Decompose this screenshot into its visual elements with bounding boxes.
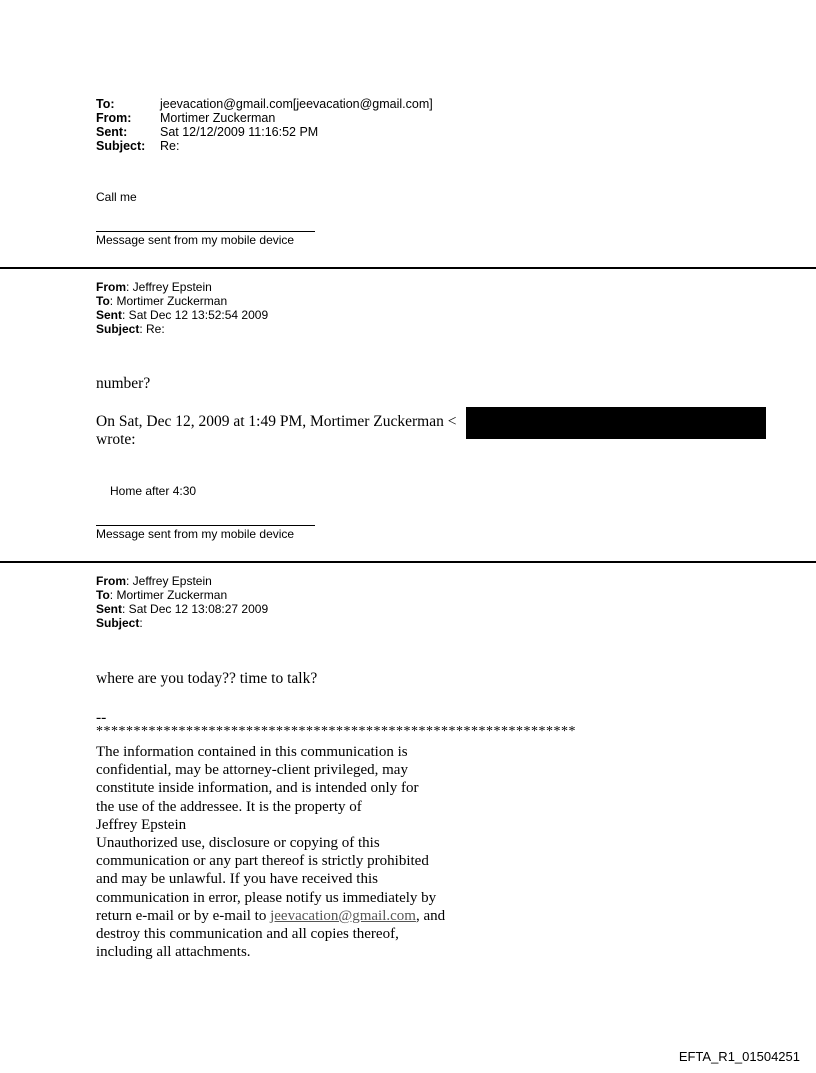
to-label: To xyxy=(96,588,110,602)
to-value: : Mortimer Zuckerman xyxy=(109,294,228,308)
subject-label: Subject: xyxy=(96,139,146,153)
disclaimer-line: the use of the addressee. It is the property of xyxy=(96,798,362,815)
email-link[interactable]: jeevacation@gmail.com xyxy=(270,907,416,924)
disclaimer-line: destroy this communication and all copies thereof, xyxy=(96,926,399,943)
signature-dashes: -- xyxy=(96,709,107,726)
disclaimer-line xyxy=(96,907,516,925)
disclaimer-line: and may be unlawful. If you have received this xyxy=(96,871,378,888)
sent-value: : Sat Dec 12 13:52:54 2009 xyxy=(122,308,269,322)
subject-label: Subject xyxy=(96,616,140,630)
to-label: To: xyxy=(96,97,115,111)
subject-value: Re: xyxy=(160,139,180,153)
message-separator xyxy=(0,267,816,269)
to-value: jeevacation@gmail.com[jeevacation@gmail.com] xyxy=(160,97,433,111)
sent-value: Sat 12/12/2009 11:16:52 PM xyxy=(160,125,319,139)
quote-attribution: On Sat, Dec 12, 2009 at 1:49 PM, Mortimer Zuckerman < xyxy=(96,413,457,430)
message-separator xyxy=(0,561,816,563)
disclaimer-line: Unauthorized use, disclosure or copying of this xyxy=(96,835,380,852)
bates-number: EFTA_R1_01504251 xyxy=(678,1049,800,1064)
disclaimer-line: confidential, may be attorney-client privileged, may xyxy=(96,762,408,779)
from-label: From xyxy=(96,574,126,588)
sent-label: Sent xyxy=(96,602,123,616)
email3-body: where are you today?? time to talk? xyxy=(96,670,318,687)
email1-header xyxy=(96,97,433,153)
confidentiality-disclaimer xyxy=(96,743,516,961)
email2-body: number? xyxy=(96,375,151,392)
from-value: Mortimer Zuckerman xyxy=(160,111,276,125)
disclaimer-text: return e-mail or by e-mail to xyxy=(96,907,271,924)
email1-signature: Message sent from my mobile device xyxy=(96,233,295,247)
email3-header xyxy=(96,574,268,630)
email2-header xyxy=(96,280,268,336)
email1-body: Call me xyxy=(96,190,137,204)
from-value: : Jeffrey Epstein xyxy=(126,280,212,294)
disclaimer-line: constitute inside information, and is intended only for xyxy=(96,780,419,797)
sent-label: Sent: xyxy=(96,125,128,139)
disclaimer-line: communication or any part thereof is strictly prohibited xyxy=(96,853,429,870)
disclaimer-line: Jeffrey Epstein xyxy=(96,816,187,833)
to-label: To xyxy=(96,294,110,308)
to-value: : Mortimer Zuckerman xyxy=(109,588,228,602)
sent-label: Sent xyxy=(96,308,123,322)
subject-label: Subject xyxy=(96,322,140,336)
disclaimer-line: The information contained in this communication is xyxy=(96,744,408,760)
signature-divider xyxy=(96,231,315,232)
disclaimer-text: , and xyxy=(415,907,446,924)
from-label: From: xyxy=(96,111,132,125)
signature-divider xyxy=(96,525,315,526)
redaction-block xyxy=(466,407,766,439)
from-label: From xyxy=(96,280,126,294)
sent-value: : Sat Dec 12 13:08:27 2009 xyxy=(122,602,269,616)
from-value: : Jeffrey Epstein xyxy=(126,574,212,588)
asterisk-divider: **************************************************************** xyxy=(96,724,576,739)
quoted-body: Home after 4:30 xyxy=(110,484,197,498)
subject-value: : Re: xyxy=(139,322,165,336)
disclaimer-line: including all attachments. xyxy=(96,944,251,961)
subject-value: : xyxy=(139,616,143,630)
email2-signature: Message sent from my mobile device xyxy=(96,527,295,541)
disclaimer-line: communication in error, please notify us immediately by xyxy=(96,889,437,906)
quote-attribution-wrote: wrote: xyxy=(96,431,136,448)
